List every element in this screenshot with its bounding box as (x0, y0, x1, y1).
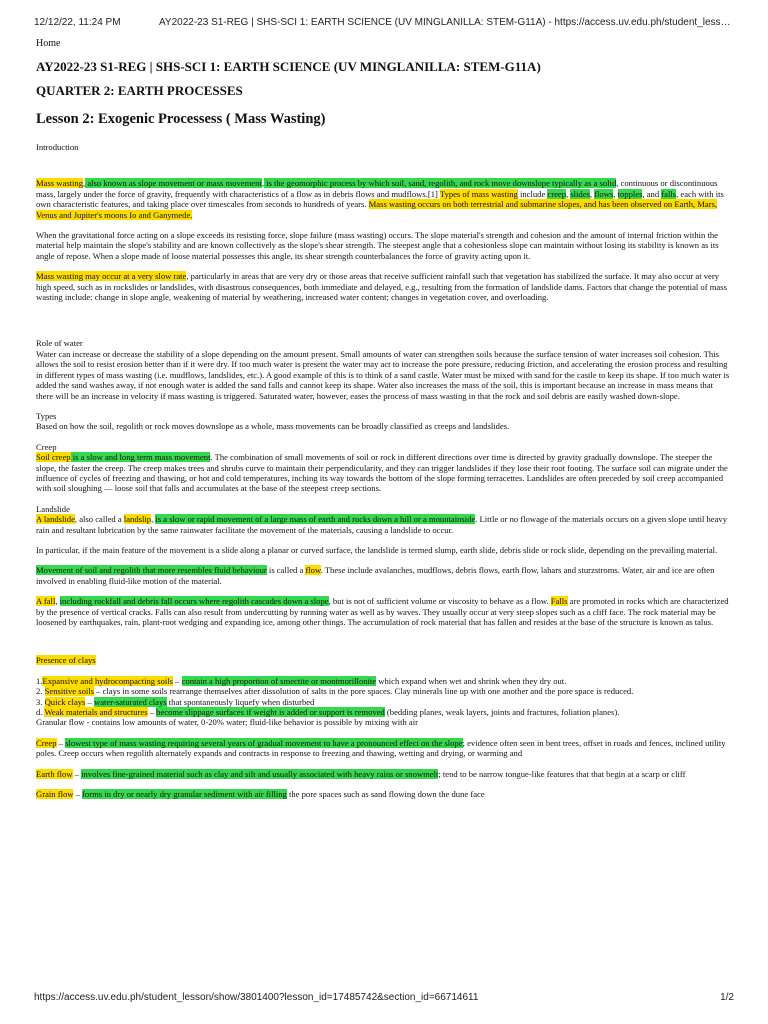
highlight: Creep (36, 737, 57, 748)
print-header (34, 17, 734, 28)
section-creep: Creep Soil creep is a slow and long term mass movement. The combination of small movements of soil or rock in different directions over time is directed by gravity gradually downslope. The steeper the slope, the faster the creep. The creep makes trees and shrubs curve to maintain their perpendicularity, and they can trigger landslides if they lose their root footing. The surface soil can migrate under the influence of cycles of freezing and thawing, or hot and cold temperatures, inching its way towards the bottom of the slope forming terracettes. Landslides are often preceded by soil creep accompanied with soil sloughing — loose soil that falls and accumulates at the base of the steepest creep sections. (36, 441, 728, 494)
highlight: also known as slope movement or mass movement (85, 178, 262, 189)
paragraph-grain-flow: Grain flow – forms in dry or nearly dry granular sediment with air filling the pore spaces such as sand flowing down the dune face (36, 789, 485, 800)
intro-label: Introduction (36, 142, 79, 152)
course-title: AY2022-23 S1-REG | SHS-SCI 1: EARTH SCIENCE (UV MINGLANILLA: STEM-G11A) (36, 59, 541, 74)
highlight: Weak materials and structures (44, 707, 148, 718)
section-landslide: Landslide A landslide, also called a landslip, is a slow or rapid movement of a large mass of earth and rocks down a hill or a mountainside. Little or no flowage of the materials occurs on a given slope until heavy rain and resultant lubrication by the same rainwater facilitate the movement of the materials, causing a landslide to occur. (36, 503, 728, 535)
highlight: slides (570, 188, 590, 199)
highlight: flows (594, 188, 614, 199)
highlight: involves fine-grained material such as clay and silt and usually associated with heavy rains or snowmelt (81, 768, 439, 779)
highlight: Presence of clays (36, 655, 96, 666)
highlight: Movement of soil and regolith that more resembles fluid behaviour (36, 565, 267, 576)
paragraph-flow: Movement of soil and regolith that more resembles fluid behaviour is called a flow. These include avalanches, mudflows, debris flows, earth flow, lahars and sturzstroms. Water, air and ice are often involved in enabling fluid-like motion of the material. (36, 565, 715, 586)
print-page-title: AY2022-23 S1-REG | SHS-SCI 1: EARTH SCIENCE (UV MINGLANILLA: STEM-G11A) - https://access.uv.edu.ph/student_less… (159, 17, 731, 28)
paragraph-slope-failure: When the gravitational force acting on a slope exceeds its resisting force, slope failure (mass wasting) occurs. The slope material's strength and cohesion and the amount of internal friction within the material help maintain the slope's stability and are known collectively as the slope's shear strength. The steepest angle that a cohesionless slope can maintain without losing its stability is known as its angle of repose. When a slope made of loose material possesses this angle, its shear strength counterbalances the force of gravity acting upon it. (36, 230, 719, 261)
home-link[interactable]: Home (36, 38, 61, 49)
highlight: forms in dry or nearly dry granular sediment with air filling (82, 789, 287, 800)
list-item: 2. Sensitive soils – clays in some soils rearrange themselves after dissolution of salts in the pore spaces. Clay minerals line up with one another and the pore space is reduced. (36, 686, 634, 697)
highlight: A landslide (36, 514, 75, 525)
paragraph-earth-flow: Earth flow – involves fine-grained material such as clay and silt and usually associated with heavy rains or snowmelt; tend to be narrow tongue-like features that that begin at a scarp or cliff (36, 768, 686, 779)
highlight: is a slow and long term mass movement (70, 452, 211, 463)
section-types: Types Based on how the soil, regolith or rock moves downslope as a whole, mass movements can be broadly classified as creeps and landslides. (36, 410, 510, 432)
highlight: Types of mass wasting (439, 188, 518, 199)
section-heading: Types (36, 410, 57, 421)
highlight: Earth flow (36, 768, 73, 779)
paragraph-mass-wasting: Mass wasting also known as slope movement or mass movement, is the geomorphic process by which soil, sand, regolith, and rock move downslope typically as a solid, continuous or discontinuous mass, largely under the force of gravity, frequently with characteristics of a flow as in debris flows and mudflows.[1] Types of mass wasting include creep, slides, flows, topples, and falls, each with its own characteristic features, and taking place over timescales from seconds to hundreds of years. Mass wasting occurs on both terrestrial and submarine slopes, and has been observed on Earth, Mars, Venus and Jupiter's moons Io and Ganymede. (36, 178, 724, 220)
highlight: is the geomorphic process by which soil, sand, regolith, and rock move downslope typically as a solid (263, 178, 617, 189)
list-item: d. Weak materials and structures – become slippage surfaces if weight is added or support is removed (bedding planes, weak layers, joints and fractures, foliation planes). (36, 707, 620, 718)
clays-list (36, 676, 730, 728)
section-heading: Landslide (36, 503, 70, 514)
print-url: https://access.uv.edu.ph/student_lesson/show/3801400?lesson_id=17485742&section_id=66714611 (34, 992, 479, 1003)
highlight: A fall (36, 596, 56, 607)
highlight: falls (661, 188, 677, 199)
highlight: contain a high proportion of smectite or montmorillonite (181, 675, 377, 686)
paragraph-creep-definition: Creep – slowest type of mass wasting requiring several years of gradual movement to have a pronounced effect on the slope; evidence often seen in bent trees, offset in roads and fences, inclined utility poles. Creep occurs when regolith alternately expands and contracts in response to freezing and thawing, wetting and drying, or warming and (36, 737, 726, 759)
lesson-title: Lesson 2: Exogenic Processess ( Mass Wasting) (36, 111, 326, 127)
highlight: Falls (550, 596, 568, 607)
highlight: Mass wasting may occur at a very slow rate (36, 271, 187, 282)
list-item: 1.Expansive and hydrocompacting soils – contain a high proportion of smectite or montmorillonite which expand when wet and shrink when they dry out. (36, 675, 567, 686)
highlight: topples (617, 188, 643, 199)
highlight: become slippage surfaces if weight is added or support is removed (156, 707, 385, 718)
print-datetime: 12/12/22, 11:24 PM (34, 17, 121, 28)
highlight: slowest type of mass wasting requiring several years of gradual movement to have a pronounced effect on the slope (65, 737, 463, 748)
highlight: Sensitive soils (44, 686, 95, 697)
section-role-of-water: Role of water Water can increase or decrease the stability of a slope depending on the amount present. Small amounts of water can strengthen soils because the surface tension of water increases soil cohesion. This allows the soil to resist erosion better than if it were dry. If too much water is present the water may act to increase the pore pressure, reducing friction, and accelerating the erosion process and resulting in different types of mass wasting (i.e. mudflows, landslides, etc.). A good example of this is to think of a sand castle. Water must be mixed with sand for the castle to keep its shape. If too much water is added the sand washes away, if not enough water is added the sand falls and cannot keep its shape. Water also increases the mass of the soil, this is important because an increase in mass means that there will be an increase in velocity if mass wasting is triggered. Saturated water, however, eases the process of mass wasting in that the rock and soil debris are easily washed down-slope. (36, 338, 730, 401)
highlight: flow (305, 565, 321, 576)
highlight: Mass wasting occurs on both terrestrial and submarine slopes, and has been observed on Earth, Mars, Venus and Jupiter's moons Io and Ganymede. (36, 199, 718, 220)
paragraph-slump: In particular, if the main feature of the movement is a slide along a planar or curved surface, the landslide is termed slump, earth slide, debris slide or rock slide, depending on the prevailing material. (36, 544, 718, 555)
clays-heading (36, 655, 730, 665)
highlight: Quick clays (44, 696, 86, 707)
highlight: water-saturated clays (94, 696, 167, 707)
highlight: creep (547, 188, 567, 199)
list-item: Granular flow - contains low amounts of water, 0-20% water; fluid-like behavior is possible by mixing with air (36, 717, 418, 728)
paragraph-fall: A fall, including rockfall and debris fall occurs where regolith cascades down a slope, but is not of sufficient volume or viscosity to behave as a flow. Falls are promoted in rocks which are characterized by the presence of vertical cracks. Falls can also result from undercutting by running water as well as by waves. They usually occur at very steep slopes such as a cliff face. The rock material may be loosened by earthquakes, rain, plant-root wedging and expanding ice, among other things. The accumulation of rock material that has fallen and resides at the base of the structure is known as talus. (36, 596, 729, 627)
highlight: including rockfall and debris fall occurs where regolith cascades down a slope (59, 596, 329, 607)
print-footer (34, 992, 734, 1003)
section-heading: Role of water (36, 338, 83, 349)
highlight: landslip (123, 514, 152, 525)
quarter-title: QUARTER 2: EARTH PROCESSES (36, 83, 243, 98)
highlight: Soil creep (36, 452, 71, 463)
highlight: Grain flow (36, 789, 74, 800)
lesson-content (36, 38, 730, 809)
section-heading: Creep (36, 441, 57, 452)
breadcrumb (36, 38, 730, 49)
highlight: Mass wasting (36, 178, 84, 189)
list-item: 3. Quick clays – water-saturated clays that spontaneously liquefy when disturbed (36, 696, 315, 707)
highlight: is a slow or rapid movement of a large mass of earth and rocks down a hill or a mountainside (155, 514, 476, 525)
paragraph-rate: Mass wasting may occur at a very slow rate, particularly in areas that are very dry or those areas that receive sufficient rainfall such that vegetation has stabilized the surface. It may also occur at very high speed, such as in rockslides or landslides, with disastrous consequences, both immediate and delayed, e.g., resulting from the formation of landslide dams. Factors that change the potential of mass wasting include: change in slope angle, weakening of material by weathering, increased water content; changes in vegetation cover, and overloading. (36, 271, 727, 303)
print-page-number: 1/2 (720, 992, 734, 1003)
highlight: Expansive and hydrocompacting soils (42, 675, 174, 686)
